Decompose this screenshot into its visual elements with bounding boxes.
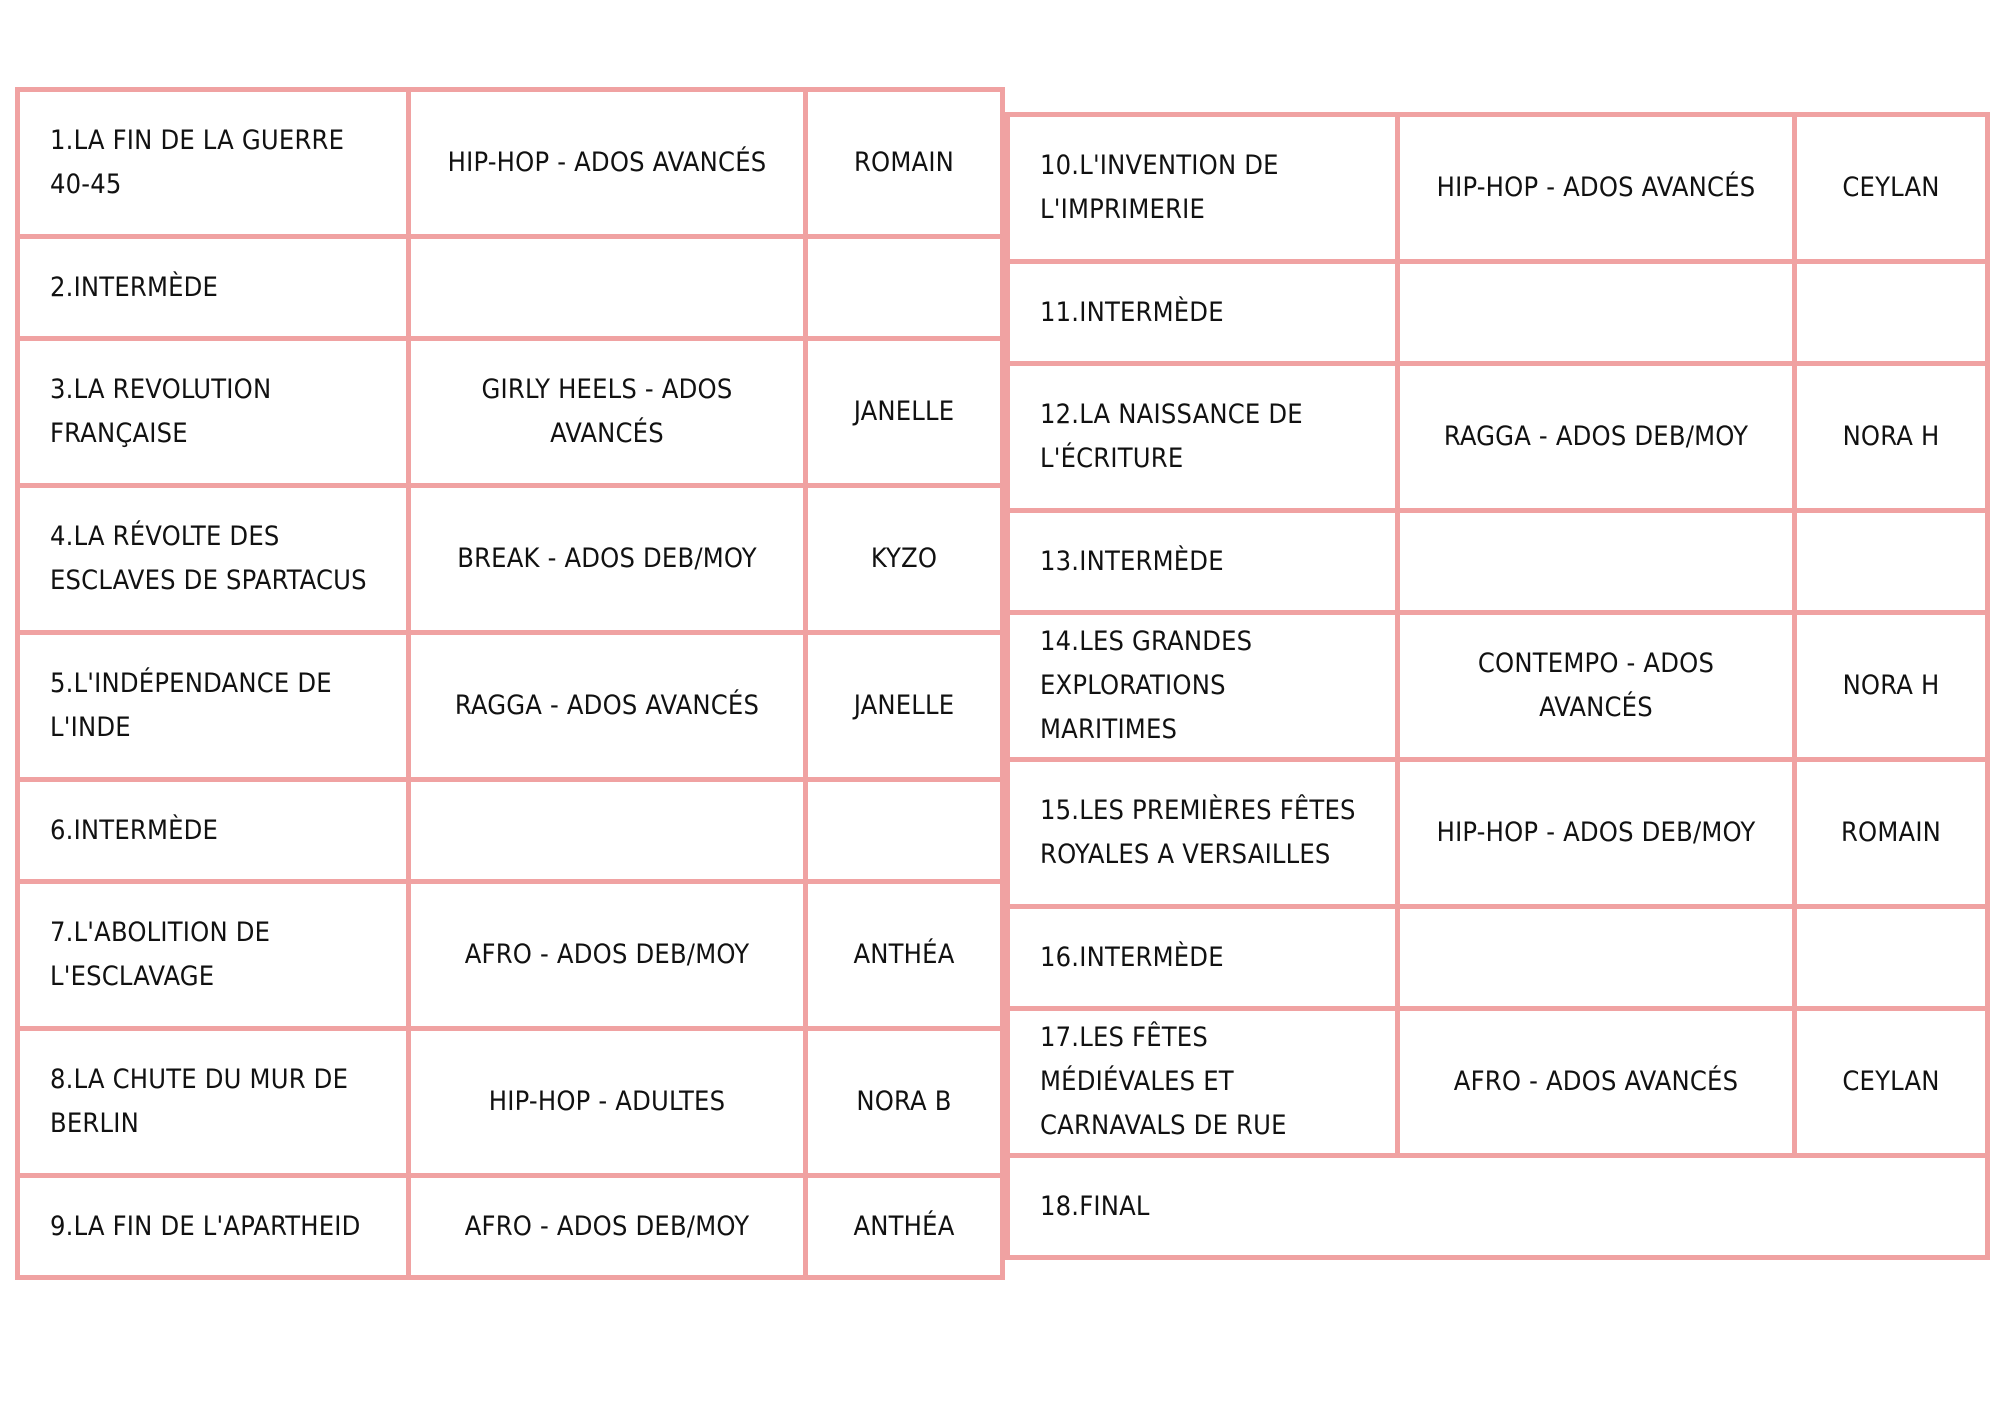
table-row	[1008, 511, 1988, 613]
teacher-name: NORA H	[1795, 613, 1988, 760]
act-title: 3.LA REVOLUTION FRANÇAISE	[18, 339, 409, 486]
act-title: 15.LES PREMIÈRES FÊTES ROYALES A VERSAILLES	[1008, 760, 1398, 907]
teacher-name: NORA H	[1795, 364, 1988, 511]
dance-style	[1398, 511, 1795, 613]
dance-style	[1398, 262, 1795, 364]
teacher-name: ANTHÉA	[806, 1176, 1003, 1278]
dance-style: BREAK - ADOS DEB/MOY	[409, 486, 806, 633]
dance-style: RAGGA - ADOS AVANCÉS	[409, 633, 806, 780]
table-row	[18, 339, 1003, 486]
dance-style	[409, 780, 806, 882]
teacher-name: JANELLE	[806, 633, 1003, 780]
teacher-name	[806, 237, 1003, 339]
dance-style: GIRLY HEELS - ADOS AVANCÉS	[409, 339, 806, 486]
program-table-right	[1005, 112, 1990, 1260]
teacher-name: KYZO	[806, 486, 1003, 633]
table-row	[1008, 115, 1988, 262]
act-title: 6.INTERMÈDE	[18, 780, 409, 882]
dance-style: RAGGA - ADOS DEB/MOY	[1398, 364, 1795, 511]
dance-style: CONTEMPO - ADOS AVANCÉS	[1398, 613, 1795, 760]
dance-style: HIP-HOP - ADOS DEB/MOY	[1398, 760, 1795, 907]
table-row	[18, 1029, 1003, 1176]
act-title: 5.L'INDÉPENDANCE DE L'INDE	[18, 633, 409, 780]
table-row	[18, 486, 1003, 633]
table-row	[1008, 364, 1988, 511]
dance-style: AFRO - ADOS DEB/MOY	[409, 882, 806, 1029]
act-title: 12.LA NAISSANCE DE L'ÉCRITURE	[1008, 364, 1398, 511]
table-row	[1008, 907, 1988, 1009]
act-title: 9.LA FIN DE L'APARTHEID	[18, 1176, 409, 1278]
act-title: 2.INTERMÈDE	[18, 237, 409, 339]
teacher-name	[806, 780, 1003, 882]
act-title: 4.LA RÉVOLTE DES ESCLAVES DE SPARTACUS	[18, 486, 409, 633]
table-row	[1008, 760, 1988, 907]
table-row	[18, 237, 1003, 339]
teacher-name: CEYLAN	[1795, 115, 1988, 262]
act-title: 11.INTERMÈDE	[1008, 262, 1398, 364]
table-row	[18, 633, 1003, 780]
act-title: 16.INTERMÈDE	[1008, 907, 1398, 1009]
table-row	[18, 1176, 1003, 1278]
teacher-name: ROMAIN	[1795, 760, 1988, 907]
table-row-final	[1008, 1156, 1988, 1258]
act-title: 13.INTERMÈDE	[1008, 511, 1398, 613]
dance-style: AFRO - ADOS DEB/MOY	[409, 1176, 806, 1278]
teacher-name: ANTHÉA	[806, 882, 1003, 1029]
dance-style	[1398, 907, 1795, 1009]
teacher-name	[1795, 907, 1988, 1009]
dance-style: HIP-HOP - ADOS AVANCÉS	[1398, 115, 1795, 262]
teacher-name: JANELLE	[806, 339, 1003, 486]
dance-style: HIP-HOP - ADULTES	[409, 1029, 806, 1176]
table-row	[1008, 613, 1988, 760]
dance-style: AFRO - ADOS AVANCÉS	[1398, 1009, 1795, 1156]
table-row	[1008, 1009, 1988, 1156]
table-row	[18, 882, 1003, 1029]
teacher-name: CEYLAN	[1795, 1009, 1988, 1156]
table-row	[18, 780, 1003, 882]
teacher-name	[1795, 511, 1988, 613]
teacher-name: NORA B	[806, 1029, 1003, 1176]
program-table-left	[15, 87, 1005, 1280]
table-row	[18, 90, 1003, 237]
act-title: 8.LA CHUTE DU MUR DE BERLIN	[18, 1029, 409, 1176]
dance-style	[409, 237, 806, 339]
act-title: 14.LES GRANDES EXPLORATIONS MARITIMES	[1008, 613, 1398, 760]
act-title: 7.L'ABOLITION DE L'ESCLAVAGE	[18, 882, 409, 1029]
act-title: 10.L'INVENTION DE L'IMPRIMERIE	[1008, 115, 1398, 262]
final-title: 18.FINAL	[1008, 1156, 1988, 1258]
act-title: 1.LA FIN DE LA GUERRE 40-45	[18, 90, 409, 237]
act-title: 17.LES FÊTES MÉDIÉVALES ET CARNAVALS DE RUE	[1008, 1009, 1398, 1156]
teacher-name: ROMAIN	[806, 90, 1003, 237]
teacher-name	[1795, 262, 1988, 364]
table-row	[1008, 262, 1988, 364]
dance-style: HIP-HOP - ADOS AVANCÉS	[409, 90, 806, 237]
